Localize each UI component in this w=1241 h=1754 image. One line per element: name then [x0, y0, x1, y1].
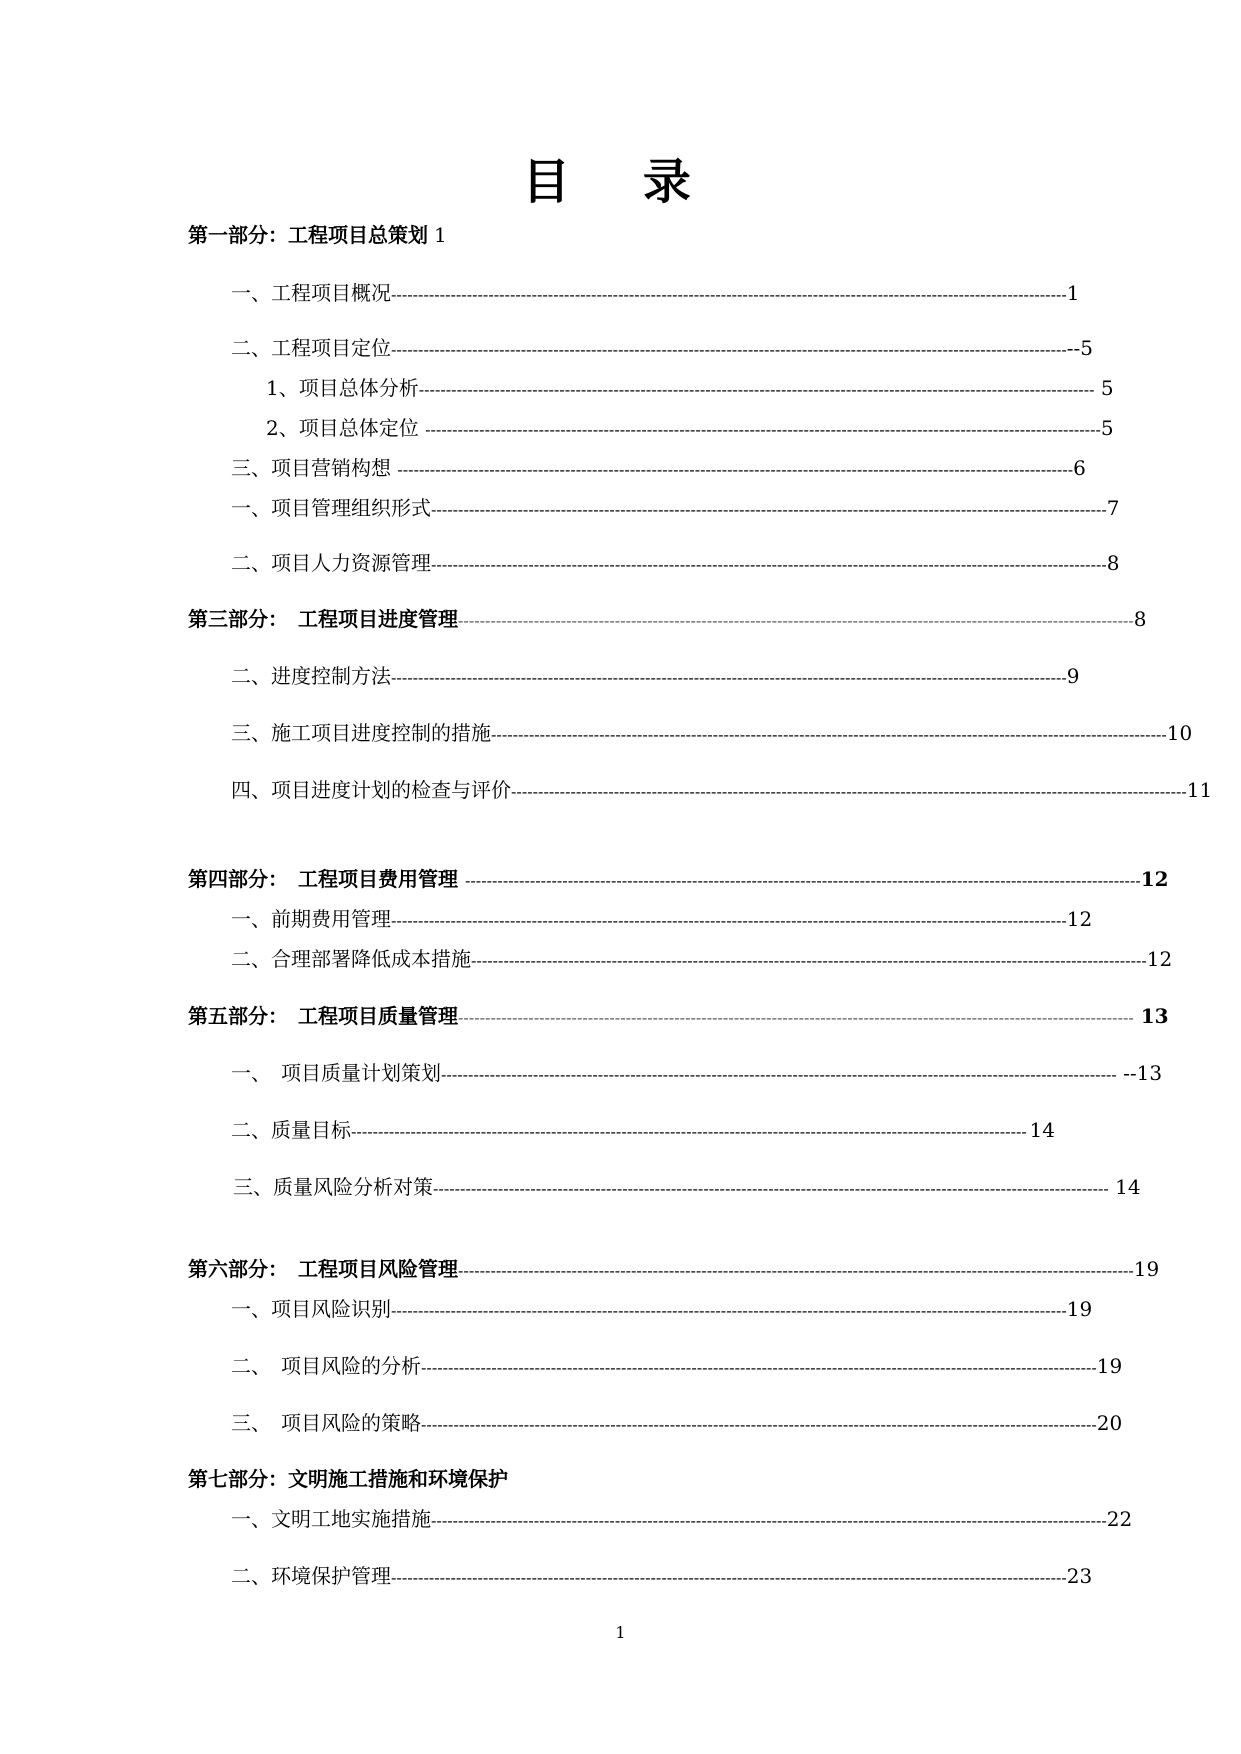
toc-leader: -----------------------------------------------------------------------------------------------------------------------------	[391, 1568, 1067, 1587]
toc-part-label: 第五部分： 工程项目质量管理	[188, 1004, 458, 1028]
toc-entry-label: 2、项目总体定位	[266, 416, 426, 440]
toc-entry-label: 三、质量风险分析对策	[233, 1175, 433, 1199]
page-footer-number: 1	[615, 1623, 626, 1642]
toc-page-number: 11	[1186, 778, 1213, 802]
toc-title: 目 录	[522, 154, 719, 210]
toc-entry-label: 二、质量目标	[231, 1118, 351, 1142]
toc-part-7[interactable]	[188, 1466, 788, 1492]
toc-leader: -----------------------------------------------------------------------------------------------------------------------------	[431, 1511, 1107, 1530]
toc-leader: -----------------------------------------------------------------------------------------------------------------------------	[391, 911, 1067, 930]
toc-entry-label: 二、项目人力资源管理	[231, 551, 431, 575]
toc-part-label: 第一部分：工程项目总策划	[188, 223, 428, 247]
toc-entry-label: 四、项目进度计划的检查与评价	[231, 778, 511, 802]
toc-entry[interactable]	[231, 946, 1173, 974]
toc-leader: -----------------------------------------------------------------------------------------------------------------------------	[511, 782, 1187, 801]
toc-page-number: --5	[1066, 336, 1094, 360]
toc-page-number: 14	[1029, 1118, 1055, 1142]
toc-entry-label: 一、项目管理组织形式	[231, 496, 431, 520]
toc-entry[interactable]	[231, 495, 1120, 523]
toc-page-number: 13	[1133, 1004, 1169, 1028]
toc-part-3[interactable]	[188, 606, 1147, 634]
toc-entry[interactable]	[231, 663, 1080, 691]
toc-page-number: 9	[1066, 664, 1080, 688]
toc-page-number: 20	[1096, 1411, 1123, 1435]
toc-page-number: 19	[1133, 1257, 1160, 1281]
toc-entry-label: 一、前期费用管理	[231, 907, 391, 931]
toc-entry-label: 二、工程项目定位	[231, 336, 391, 360]
toc-page-number: 5	[1100, 416, 1114, 440]
toc-leader: -----------------------------------------------------------------------------------------------------------------------------	[441, 1065, 1117, 1084]
toc-entry[interactable]	[231, 777, 1213, 805]
toc-entry-label: 一、 项目质量计划策划	[231, 1061, 441, 1085]
toc-entry[interactable]	[231, 1353, 1123, 1381]
toc-entry[interactable]	[231, 1117, 1055, 1145]
toc-leader: -----------------------------------------------------------------------------------------------------------------------------	[421, 1358, 1097, 1377]
toc-page-number: --13	[1116, 1061, 1163, 1085]
toc-entry-label: 二、进度控制方法	[231, 664, 391, 688]
toc-page-number: 12	[1066, 907, 1093, 931]
toc-page-number: 19	[1096, 1354, 1123, 1378]
toc-page-number: 22	[1106, 1507, 1133, 1531]
toc-entry-label: 二、环境保护管理	[231, 1564, 391, 1588]
toc-part-5[interactable]	[188, 1003, 1169, 1031]
toc-entry-label: 1、项目总体分析	[266, 376, 419, 400]
toc-entry[interactable]	[231, 550, 1120, 578]
toc-leader: -----------------------------------------------------------------------------------------------------------------------------	[491, 725, 1167, 744]
toc-entry[interactable]	[231, 1296, 1093, 1324]
toc-entry[interactable]	[231, 1060, 1163, 1088]
toc-entry[interactable]	[266, 415, 1114, 443]
toc-leader: -----------------------------------------------------------------------------------------------------------------------------	[464, 871, 1141, 890]
toc-entry-label: 三、 项目风险的策略	[231, 1411, 421, 1435]
toc-entry[interactable]	[231, 1506, 1133, 1534]
toc-entry[interactable]	[231, 1410, 1123, 1438]
toc-leader: -----------------------------------------------------------------------------------------------------------------------------	[458, 1008, 1134, 1027]
toc-entry[interactable]	[231, 1563, 1093, 1591]
toc-entry[interactable]	[231, 720, 1193, 748]
toc-part-1[interactable]	[188, 222, 688, 248]
toc-page-number: 12	[1146, 947, 1173, 971]
toc-leader: -----------------------------------------------------------------------------------------------------------------------------	[433, 1179, 1109, 1198]
toc-leader: -----------------------------------------------------------------------------------------------------------------------------	[418, 380, 1095, 399]
toc-page-number: 6	[1073, 456, 1086, 480]
toc-leader: -----------------------------------------------------------------------------------------------------------------------------	[391, 285, 1067, 304]
toc-leader: -----------------------------------------------------------------------------------------------------------------------------	[471, 951, 1147, 970]
toc-entry-label: 二、 项目风险的分析	[231, 1354, 421, 1378]
toc-entry[interactable]	[231, 906, 1093, 934]
toc-entry[interactable]	[231, 280, 1080, 308]
toc-part-label: 第三部分： 工程项目进度管理	[188, 607, 458, 631]
toc-page-number: 1	[434, 223, 447, 247]
toc-entry[interactable]	[231, 455, 1086, 483]
toc-entry-label: 一、项目风险识别	[231, 1297, 391, 1321]
toc-page-number: 10	[1166, 721, 1193, 745]
toc-part-label: 第四部分： 工程项目费用管理	[188, 867, 465, 891]
toc-entry-label: 三、项目营销构想	[231, 456, 398, 480]
toc-page-number: 1	[1066, 281, 1080, 305]
toc-part-6[interactable]	[188, 1256, 1160, 1284]
toc-leader: -----------------------------------------------------------------------------------------------------------------------------	[431, 500, 1107, 519]
toc-page-number: 5	[1094, 376, 1114, 400]
toc-entry-label: 一、工程项目概况	[231, 281, 391, 305]
toc-entry[interactable]	[231, 335, 1094, 363]
toc-leader: -----------------------------------------------------------------------------------------------------------------------------	[397, 460, 1074, 479]
toc-entry-label: 二、合理部署降低成本措施	[231, 947, 471, 971]
toc-entry-label: 三、施工项目进度控制的措施	[231, 721, 491, 745]
toc-page-number: 8	[1133, 607, 1147, 631]
toc-page-number: 14	[1108, 1175, 1141, 1199]
toc-entry[interactable]	[266, 375, 1114, 403]
toc-leader: -----------------------------------------------------------------------------------------------------------------------------	[391, 340, 1067, 359]
toc-page-number: 12	[1140, 867, 1169, 891]
toc-leader: -----------------------------------------------------------------------------------------------------------------------------	[458, 1261, 1134, 1280]
toc-part-label: 第七部分：文明施工措施和环境保护	[188, 1467, 508, 1491]
toc-leader: -----------------------------------------------------------------------------------------------------------------------------	[391, 668, 1067, 687]
toc-leader: -----------------------------------------------------------------------------------------------------------------------------	[458, 611, 1134, 630]
toc-page-number: 19	[1066, 1297, 1093, 1321]
toc-page-number: 7	[1106, 496, 1120, 520]
toc-leader: -----------------------------------------------------------------------------------------------------------------------------	[351, 1122, 1027, 1141]
toc-leader: -----------------------------------------------------------------------------------------------------------------------------	[391, 1301, 1067, 1320]
toc-page-number: 8	[1106, 551, 1120, 575]
toc-entry-label: 一、文明工地实施措施	[231, 1507, 431, 1531]
toc-leader: -----------------------------------------------------------------------------------------------------------------------------	[431, 555, 1107, 574]
toc-entry[interactable]	[233, 1174, 1141, 1202]
toc-leader: -----------------------------------------------------------------------------------------------------------------------------	[421, 1415, 1097, 1434]
toc-page-number: 23	[1066, 1564, 1093, 1588]
toc-part-label: 第六部分： 工程项目风险管理	[188, 1257, 458, 1281]
toc-leader: -----------------------------------------------------------------------------------------------------------------------------	[425, 420, 1101, 439]
toc-part-4[interactable]	[188, 866, 1169, 894]
